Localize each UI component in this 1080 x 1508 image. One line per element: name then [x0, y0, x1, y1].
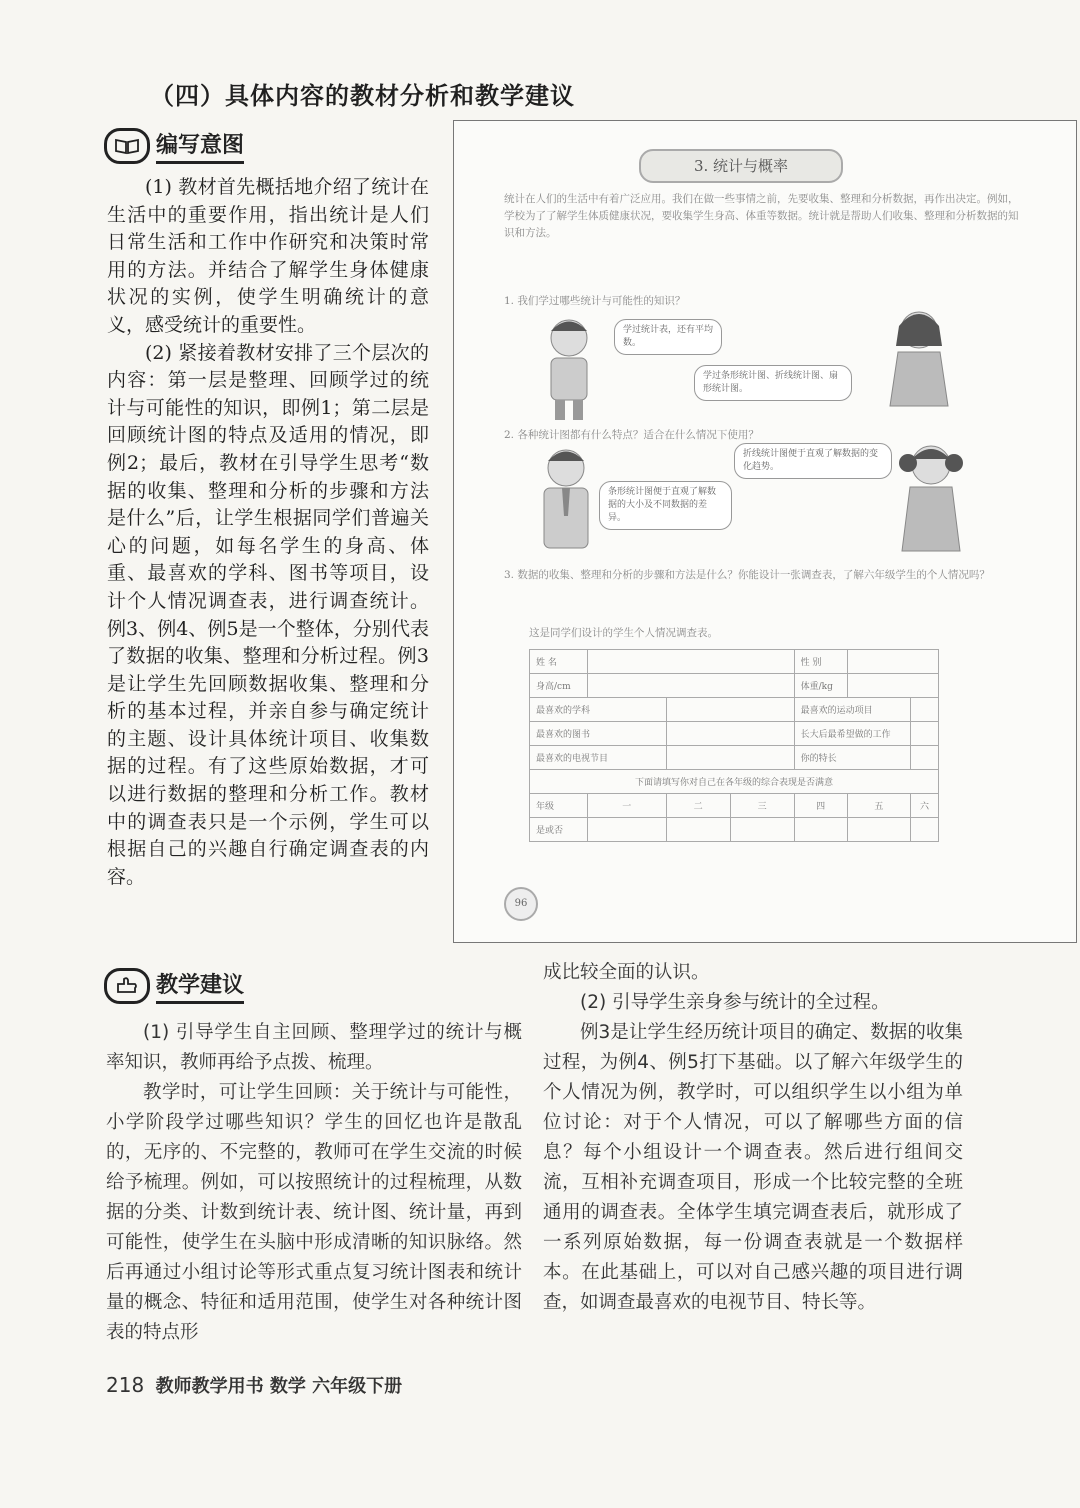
pointing-hand-icon — [104, 968, 150, 1004]
table-row — [530, 746, 939, 770]
advice-para-2: 教学时，可让学生回顾：关于统计与可能性，小学阶段学过哪些知识？学生的回忆也许是散乱的，无序的、不完整的，教师可在学生交流的时候给予梳理。例如，可以按照统计的过程梳理，从数据的分类、计数到统计表、统计图、统计量，再到可能性，使学生在头脑中形成清晰的知识脉络。然后再通过小组讨论等形式重点复习统计图表和统计量的概念、特征和适用范围，使学生对各种统计图表的特点形 — [106, 1082, 522, 1343]
table-cell — [666, 722, 794, 746]
table-row — [530, 674, 939, 698]
boy-figure-1 — [539, 316, 599, 425]
teaching-advice-badge — [104, 968, 244, 1004]
advice-para-4: 例3是让学生经历统计项目的确定、数据的收集过程，为例4、例5打下基础。以了解六年级学生的个人情况为例，教学时，可以组织学生以小组为单位讨论：对于个人情况，可以了解哪些方面的信息？每个小组设计一个调查表。然后进行组间交流，互相补充调查项目，形成一个比较完整的全班通用的调查表。全体学生填完调查表后，就形成了一系列原始数据，每一份调查表就是一个数据样本。在此基础上，可以对自己感兴趣的项目进行调查，如调查最喜欢的电视节目、特长等。 — [543, 1022, 963, 1313]
intent-para-1: (1) 教材首先概括地介绍了统计在生活中的重要作用，指出统计是人们日常生活和工作中作研究和决策时常用的方法。并结合了解学生身体健康状况的实例，使学生明确统计的意义，感受统计的重要性。 — [107, 176, 429, 336]
table-row — [530, 794, 939, 818]
table-cell — [911, 722, 939, 746]
table-cell — [588, 650, 795, 674]
table-cell: 二 — [666, 794, 730, 818]
table-cell — [666, 746, 794, 770]
table-row — [530, 818, 939, 842]
table-row — [530, 722, 939, 746]
table-cell: 身高/cm — [530, 674, 588, 698]
table-cell — [588, 818, 667, 842]
book-icon — [104, 128, 150, 164]
table-cell: 三 — [730, 794, 794, 818]
book-title: 教师教学用书 数学 六年级下册 — [155, 1376, 403, 1397]
table-cell — [588, 674, 795, 698]
section-heading: （四）具体内容的教材分析和教学建议 — [150, 82, 575, 110]
table-cell: 你的特长 — [794, 746, 910, 770]
table-cell: 一 — [588, 794, 667, 818]
table-cell: 最喜欢的图书 — [530, 722, 667, 746]
advice-left-column — [106, 1018, 522, 1348]
table-cell: 性 别 — [794, 650, 847, 674]
inset-question-2: 2. 各种统计图都有什么特点？适合在什么情况下使用？ — [504, 429, 759, 441]
table-cell — [847, 818, 910, 842]
table-cell — [666, 818, 730, 842]
table-cell: 下面请填写你对自己在各年级的综合表现是否满意 — [530, 770, 939, 794]
inset-intro: 统计在人们的生活中有着广泛应用。我们在做一些事情之前，先要收集、整理和分析数据，再作出决定。例如，学校为了了解学生体质健康状况，要收集学生身高、体重等数据。统计就是帮助人们收集、整理和分析数据的知识和方法。 — [504, 193, 1019, 239]
page-number: 218 — [106, 1373, 145, 1397]
table-cell: 体重/kg — [794, 674, 847, 698]
advice-continuation: 成比较全面的认识。 — [543, 962, 710, 983]
table-cell: 四 — [794, 794, 847, 818]
intent-para-2: (2) 紧接着教材安排了三个层次的内容：第一层是整理、回顾学过的统计与可能性的知识，即例1；第二层是回顾统计图的特点及适用的情况，即例2；最后，教材在引导学生思考“数据的收集、整理和分析的步骤和方法是什么”后，让学生根据同学们普遍关心的问题，如每名学生的身高、体重、最喜欢的学科、图书等项目，设计个人情况调查表，进行调查统计。例3、例4、例5是一个整体，分别代表了数据的收集、整理和分析过程。例3是让学生先回顾数据收集、整理和分析的基本过程，并亲自参与确定统计的主题、设计具体统计项目、收集数据的过程。有了这些原始数据，才可以进行数据的整理和分析工作。教材中的调查表只是一个示例，学生可以根据自己的兴趣自行确定调查表的内容。 — [107, 341, 429, 888]
girl-figure-1 — [884, 306, 954, 420]
inset-page-number: 96 — [504, 887, 538, 921]
inset-question-1: 1. 我们学过哪些统计与可能性的知识？ — [504, 295, 686, 307]
writing-intent-badge — [104, 128, 244, 164]
table-cell — [730, 818, 794, 842]
table-cell — [794, 818, 847, 842]
speech-bubble-4: 条形统计图便于直观了解数据的大小及不同数据的差异。 — [599, 481, 732, 530]
table-cell — [911, 818, 939, 842]
survey-table — [529, 649, 939, 842]
table-row — [530, 770, 939, 794]
table-cell — [666, 698, 794, 722]
page-footer — [106, 1372, 402, 1398]
advice-right-column — [543, 958, 963, 1318]
advice-para-1: (1) 引导学生自主回顾、整理学过的统计与概率知识，教师再给予点拨、梳理。 — [106, 1022, 522, 1073]
inset-title: 3. 统计与概率 — [639, 149, 843, 183]
table-caption: 这是同学们设计的学生个人情况调查表。 — [529, 627, 718, 639]
teaching-advice-title: 教学建议 — [156, 968, 244, 1004]
writing-intent-text — [107, 174, 429, 891]
table-cell: 五 — [847, 794, 910, 818]
speech-bubble-3: 折线统计图便于直观了解数据的变化趋势。 — [734, 443, 892, 479]
table-cell: 长大后最希望做的工作 — [794, 722, 910, 746]
table-cell: 六 — [911, 794, 939, 818]
table-row — [530, 650, 939, 674]
textbook-page-inset — [453, 120, 1077, 943]
girl-figure-2 — [894, 439, 969, 558]
table-cell: 是或否 — [530, 818, 588, 842]
table-cell: 姓 名 — [530, 650, 588, 674]
speech-bubble-2: 学过条形统计图、折线统计图、扇形统计图。 — [694, 365, 852, 401]
boy-figure-2 — [534, 446, 599, 560]
speech-bubble-1: 学过统计表，还有平均数。 — [614, 319, 722, 355]
table-row — [530, 698, 939, 722]
table-cell: 年级 — [530, 794, 588, 818]
table-cell — [847, 674, 938, 698]
table-cell: 最喜欢的运动项目 — [794, 698, 910, 722]
table-cell — [847, 650, 938, 674]
writing-intent-title: 编写意图 — [156, 128, 244, 164]
inset-question-3: 3. 数据的收集、整理和分析的步骤和方法是什么？你能设计一张调查表，了解六年级学生的个人情况吗？ — [504, 569, 990, 581]
table-cell — [911, 746, 939, 770]
table-cell — [911, 698, 939, 722]
advice-para-3: (2) 引导学生亲身参与统计的全过程。 — [580, 992, 890, 1013]
table-cell: 最喜欢的学科 — [530, 698, 667, 722]
table-cell: 最喜欢的电视节目 — [530, 746, 667, 770]
